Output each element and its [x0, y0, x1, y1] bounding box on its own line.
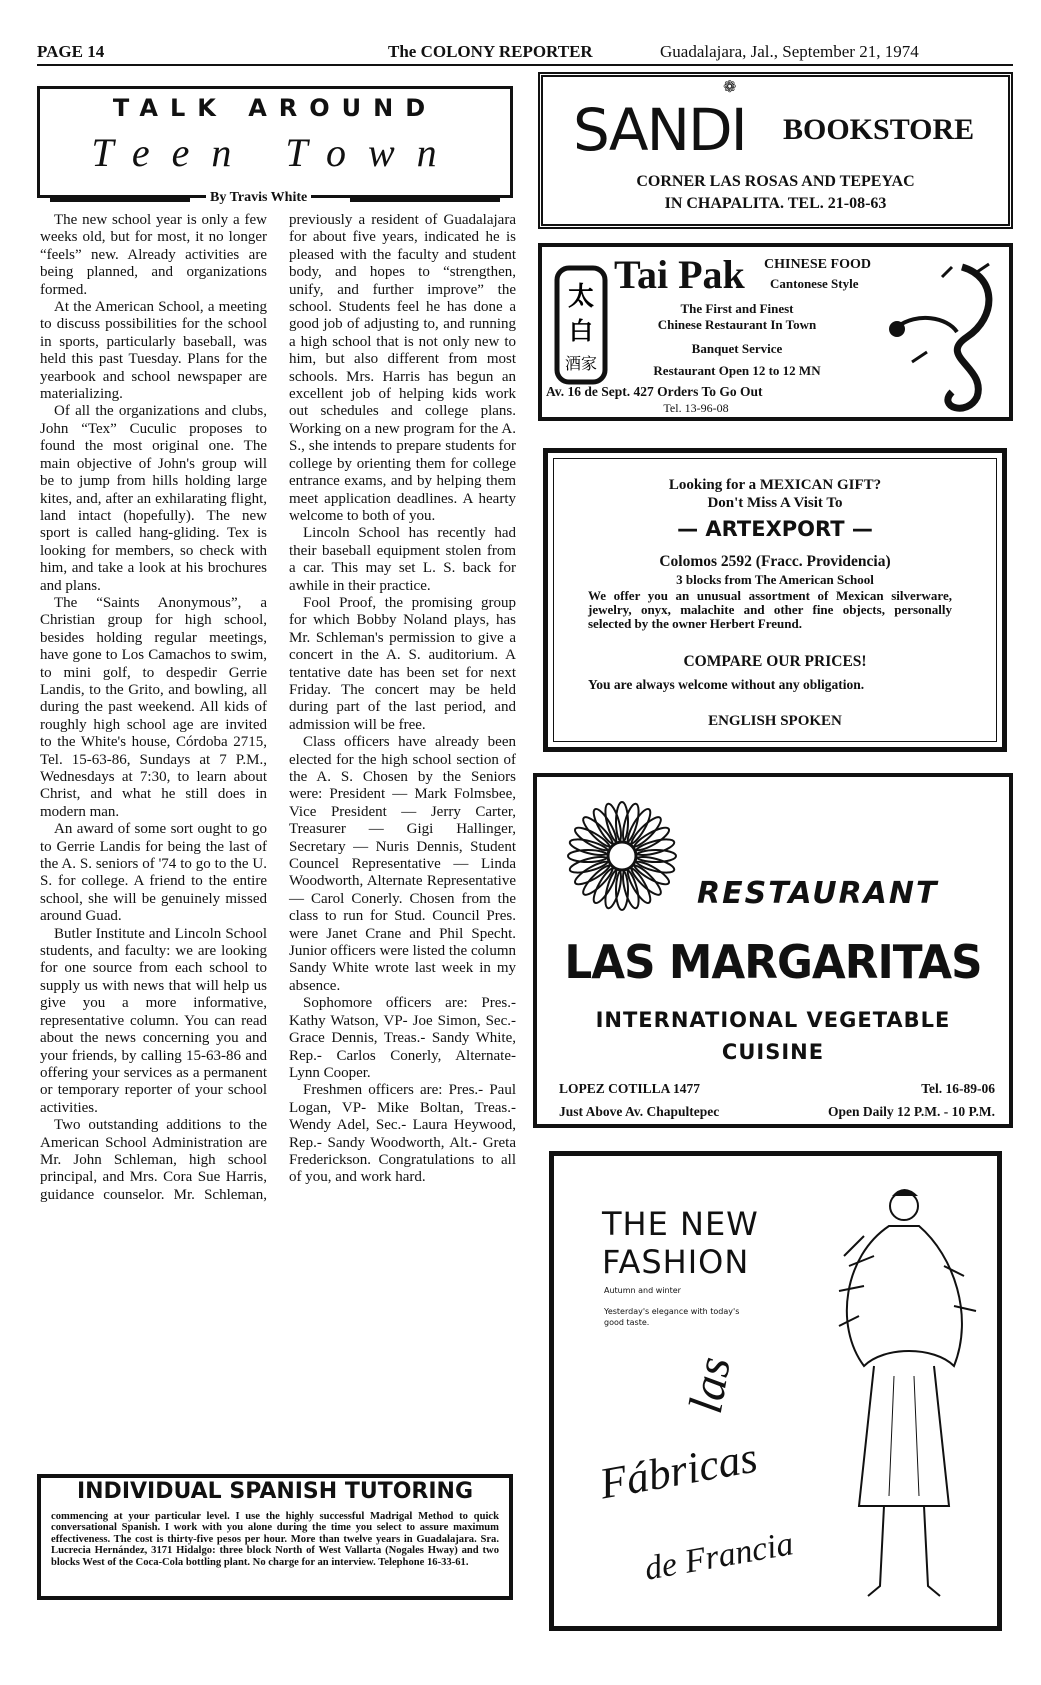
page-number: PAGE 14	[37, 42, 105, 61]
paragraph: Lincoln School has recently had their baseball equipment stolen from a car. This may set L. S. back for awhile in their practice.	[289, 525, 516, 594]
tai-pak-line1: The First and Finest	[680, 301, 794, 316]
brand-de-francia: de Francia	[641, 1525, 797, 1588]
margaritas-hours: Open Daily 12 P.M. - 10 P.M.	[827, 1104, 995, 1119]
paragraph: The new school year is only a few weeks old, but for most, it no longer “feels” new. Already activities are being planned, and organizations formed.	[40, 212, 267, 298]
paragraph: Freshmen officers are: Pres.- Paul Logan, VP- Mike Boltan, Treas.- Wendy Adel, Sec.- Laura Heywood, Rep.- Sandy Woodworth, Alt.- Greta Frederickson. Congratulations to all of you, and work hard.	[289, 1082, 516, 1186]
cuisine-line2: CUISINE	[721, 1040, 825, 1064]
las-fabricas-de-francia-ad	[549, 1151, 1002, 1631]
artexport-english: ENGLISH SPOKEN	[708, 713, 842, 729]
paragraph: Of all the organizations and clubs, John “Tex” Cuculic proposes to found the most original one. The main objective of John's group will be to jump from hills holding large kites, and, after an exhilarating flight, land intact (hopefully). The new sport is called hang-gliding. Tex is looking for members, so check with him, and take a look at his brochures and plans.	[40, 403, 267, 594]
paragraph: Two outstanding additions to the American School Administration are Mr. John Schleman, high school principal, and Mrs. Cora Sue Harris, guidance counselor. Mr. Schleman, previously a resident of Guadalajara for about five years, indicated he is pleased with the faculty and student body, and hopes to “strengthen, unify, and further improve” the school. Students feel he has done a good job of adjusting to, and running a high school that is not only new to him, but also different from most schools. Mrs. Harris has begun an excellent job of helping kids work out schedules and college plans. Working on a new program for the A. S., she intends to prepare students for college by orienting them for college entrance exams, and by helping them meet application deadlines. A hearty welcome to both of you.	[40, 212, 516, 1203]
svg-text:酒家: 酒家	[564, 356, 598, 373]
dragon-icon	[867, 257, 1007, 417]
artexport-ad	[543, 448, 1007, 752]
artexport-line2: Don't Miss A Visit To	[707, 495, 843, 511]
tai-pak-hours: Restaurant Open 12 to 12 MN	[653, 363, 821, 378]
sandi-phone: IN CHAPALITA. TEL. 21-08-63	[664, 195, 887, 212]
sandi-address: CORNER LAS ROSAS AND TEPEYAC	[636, 173, 915, 190]
fashion-model-illustration	[804, 1176, 984, 1616]
daisy-petal	[616, 870, 628, 910]
tai-pak-style: Cantonese Style	[770, 276, 859, 291]
margaritas-directions: Just Above Av. Chapultepec	[559, 1104, 720, 1119]
paragraph: Fool Proof, the promising group for which Bobby Noland plays, has Mr. Schleman's permission to give a concert in the A. S. auditorium. A tentative date has been set for next Friday. The concert may be held during part of the last period, and admission will be free.	[289, 594, 516, 733]
artexport-address: Colomos 2592 (Fracc. Providencia)	[659, 553, 891, 570]
tai-pak-name: Tai Pak	[614, 252, 745, 297]
artexport-line1: Looking for a MEXICAN GIFT?	[668, 477, 882, 493]
artexport-compare: COMPARE OUR PRICES!	[683, 653, 867, 670]
artexport-name: — ARTEXPORT —	[677, 517, 873, 541]
newspaper-name: The COLONY REPORTER	[388, 42, 593, 61]
tutoring-body: commencing at your particular level. I use the highly successful Madrigal Method to quick conversational Spanish. I work with you alone during the time you select to assure maximum effectiveness. The cost is thirty-five pesos per hour. More than twelve years in Guadalajara. Sra. Lucrecia Hernández, 3171 Hidalgo: three block North of West Vallarta (Nogales Hway) and two blocks West of the Coca-Cola bottling plant. No charge for an interview. Telephone 16-33-61.	[51, 1511, 499, 1568]
sandi-logo: SANDI	[573, 96, 746, 164]
column-kicker: TALK AROUND	[112, 94, 438, 122]
artexport-body: We offer you an unusual assortment of Mexican silverware, jewelry, onyx, malachite and other fine objects, personally selected by the owner Herbert Freund.	[588, 588, 952, 631]
column-heading-box	[37, 86, 513, 198]
margaritas-phone: Tel. 16-89-06	[921, 1081, 995, 1096]
tai-pak-banquet: Banquet Service	[691, 341, 783, 356]
brand-fabricas: Fábricas	[595, 1432, 761, 1509]
sandi-bookstore-ad	[538, 72, 1013, 229]
tai-pak-line2: Chinese Restaurant In Town	[657, 317, 817, 332]
masthead-rule	[37, 64, 1013, 66]
byline: By Travis White	[206, 190, 311, 206]
fashion-headline-1: THE NEW	[602, 1205, 759, 1243]
restaurant-label: RESTAURANT	[697, 876, 939, 911]
paragraph: Sophomore officers are: Pres.- Kathy Watson, VP- Joe Simon, Sec.- Grace Dennis, Treas.- Sandy White, Rep.- Carlos Conerly, Alternate- Lynn Cooper.	[289, 995, 516, 1081]
tai-pak-ad	[538, 243, 1013, 421]
daisy-petal	[636, 850, 676, 862]
artexport-welcome: You are always welcome without any obligation.	[588, 677, 865, 692]
svg-text:白: 白	[569, 319, 593, 345]
chinese-seal-icon	[554, 265, 608, 385]
daisy-center	[608, 842, 636, 870]
paragraph: An award of some sort ought to go to Gerrie Landis for being the last of the A. S. seniors of '74 to go to the U. S. for college. A friend to the entire school, she will be genuinely missed around Guad.	[40, 821, 267, 925]
margaritas-address: LOPEZ COTILLA 1477	[559, 1081, 701, 1096]
artexport-directions: 3 blocks from The American School	[676, 572, 874, 587]
column-title: Teen Town	[91, 130, 459, 175]
fashion-headline-2: FASHION	[602, 1243, 750, 1281]
brand-las: las	[679, 1352, 741, 1418]
article-body	[40, 212, 516, 1462]
paragraph: Butler Institute and Lincoln School students, and faculty: we are looking for one source from each school to supply us with news that will help us give you a more informative, representative column. You can read about the news concerning you and your friends, by calling 15-63-86 and offering your services as a permanent or temporary reporter of your school activities.	[40, 925, 267, 1116]
tai-pak-address: Av. 16 de Sept. 427 Orders To Go Out	[546, 384, 763, 399]
cuisine-line1: INTERNATIONAL VEGETABLE	[595, 1008, 951, 1032]
byline-rule-left	[50, 198, 190, 202]
spanish-tutoring-ad	[37, 1474, 513, 1600]
paragraph: At the American School, a meeting to discuss possibilities for the school in sports, particularly baseball, was held this past Tuesday. Plans for the yearbook and school newspaper are materializing.	[40, 299, 267, 403]
dateline: Guadalajara, Jal., September 21, 1974	[660, 42, 919, 61]
bookstore-label: BOOKSTORE	[783, 113, 975, 146]
daisy-flower-icon	[557, 801, 687, 911]
svg-text:太: 太	[567, 282, 595, 311]
fashion-season: Autumn and winter	[604, 1286, 681, 1295]
daisy-petal	[616, 802, 628, 842]
tai-pak-food: CHINESE FOOD	[764, 257, 871, 272]
byline-rule-right	[350, 198, 500, 202]
tutoring-headline: INDIVIDUAL SPANISH TUTORING	[76, 1479, 474, 1504]
tai-pak-phone: Tel. 13-96-08	[663, 401, 729, 415]
flower-icon: ❁	[723, 79, 737, 96]
daisy-petal	[568, 850, 608, 862]
fashion-tagline: Yesterday's elegance with today's good taste.	[604, 1307, 740, 1327]
paragraph: The “Saints Anonymous”, a Christian group for high school, besides holding regular meetings, have gone to Los Camachos to swim, to mini golf, to despedir Gerrie Landis, to the Grito, and bowling, all during the past weekend. All kids of roughly high school age are invited to the White's house, Córdoba 2715, Tel. 15-63-86, Sundays at 7 P.M., Wednesdays at 7:30, to learn about Christ, and what he still does in modern man.	[40, 594, 267, 820]
las-margaritas-name: LAS MARGARITAS	[564, 935, 982, 989]
las-margaritas-ad	[533, 773, 1013, 1128]
paragraph: Class officers have already been elected for the high school section of the A. S. Chosen by the Seniors were: President — Mark Folmsbee, Vice President — Jerry Carter, Treasurer — Gigi Hallinger, Secretary — Nuris Dennis, Student Councel Representative — Linda Woodworth, Alternate Representative — Carol Conerly. Chosen from the class to run for Stud. Council Pres. were Janet Crane and Phil Specht. Junior officers were listed the column Sandy White wrote last week in my absence.	[289, 734, 516, 994]
